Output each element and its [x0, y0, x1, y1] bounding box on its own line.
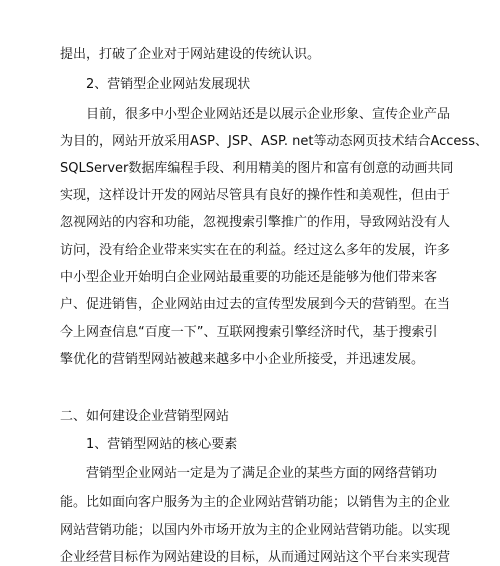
text-line-5: SQLServer数据库编程手段、利用精美的图片和富有创意的动画共同	[60, 161, 454, 176]
text-line-18: 企业经营目标作为网站建设的目标，从而通过网站这个平台来实现营	[60, 550, 451, 565]
text-line-12: 擎优化的营销型网站被越来越多中小企业所接受，并迅速发展。	[60, 352, 425, 367]
text-line-3: 目前，很多中小型企业网站还是以展示企业形象、宣传企业产品	[86, 107, 451, 122]
text-line-9: 中小型企业开始明白企业网站最重要的功能还是能够为他们带来客	[60, 270, 438, 285]
section-heading-2: 2、营销型企业网站发展现状	[86, 77, 251, 92]
section-heading-main: 二、如何建设企业营销型网站	[60, 409, 230, 424]
text-line-1: 提出，打破了企业对于网站建设的传统认识。	[60, 47, 321, 62]
section-heading-1: 1、营销型网站的核心要素	[86, 437, 238, 452]
text-line-17: 网站营销功能；以国内外市场开放为主的企业网站营销功能。以实现	[60, 523, 451, 538]
text-line-4: 为目的，网站开放采用ASP、JSP、ASP. net等动态网页技术结合Access、	[60, 134, 488, 149]
text-line-15: 营销型企业网站一定是为了满足企业的某些方面的网络营销功	[86, 466, 438, 481]
text-line-10: 户、促进销售，企业网站由过去的宣传型发展到今天的营销型。在当	[60, 297, 451, 312]
text-line-16: 能。比如面向客户服务为主的企业网站营销功能；以销售为主的企业	[60, 495, 451, 510]
text-line-11: 今上网查信息“百度一下”、互联网搜索引擎经济时代，基于搜索引	[60, 325, 438, 340]
text-line-8: 访问，没有给企业带来实实在在的利益。经过这么多年的发展，许多	[60, 243, 451, 258]
text-line-6: 实现，这样设计开发的网站尽管具有良好的操作性和美观性，但由于	[60, 188, 451, 203]
text-line-7: 忽视网站的内容和功能，忽视搜索引擎推广的作用，导致网站没有人	[60, 215, 451, 230]
